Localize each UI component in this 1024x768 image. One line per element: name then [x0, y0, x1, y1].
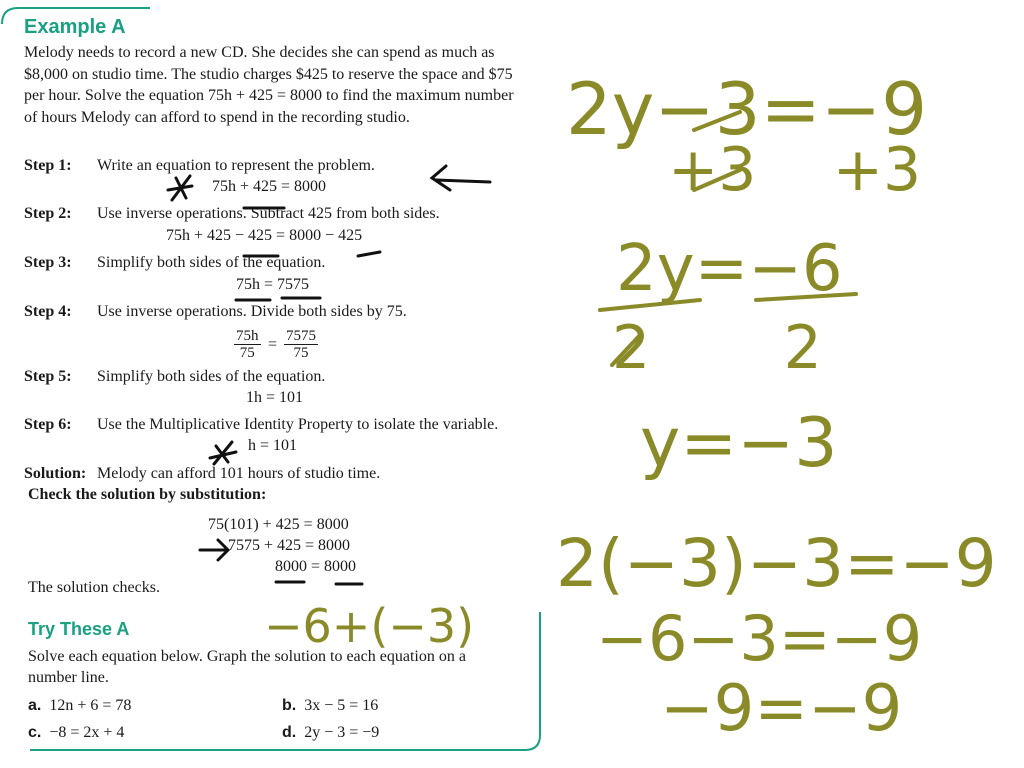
- hw-line-6: −9=−9: [660, 672, 903, 746]
- hw-line-5: −6−3=−9: [596, 602, 923, 675]
- solution-text: Melody can afford 101 hours of studio time.: [97, 465, 381, 482]
- exercise-b-label: b.: [282, 697, 297, 714]
- step-4-label: Step 4:: [24, 303, 72, 320]
- try-these-title: Try These A: [28, 619, 130, 639]
- check-heading: Check the solution by substitution:: [28, 486, 267, 503]
- exercise-c: [28, 724, 124, 742]
- exercise-b: [282, 697, 378, 715]
- step-3-label: Step 3:: [24, 254, 72, 271]
- hw-line-2-num: 2y=−6: [616, 232, 843, 306]
- fraction-right-denominator: 75: [293, 345, 309, 361]
- exercise-a-equation: 12n + 6 = 78: [49, 697, 132, 714]
- step-2-text: Use inverse operations. Subtract 425 from both sides.: [97, 205, 440, 222]
- exercise-c-equation: −8 = 2x + 4: [49, 724, 125, 741]
- exercise-a-label: a.: [28, 697, 42, 714]
- step-2-label: Step 2:: [24, 205, 72, 222]
- step-1-equation: 75h + 425 = 8000: [212, 178, 327, 195]
- step-1-label: Step 1:: [24, 157, 72, 174]
- check-line-3: 8000 = 8000: [275, 558, 357, 575]
- fraction-left-denominator: 75: [239, 345, 255, 361]
- hw-line-1: 2y−3=−9: [566, 67, 928, 151]
- exercise-d-equation: 2y − 3 = −9: [304, 724, 380, 741]
- exercise-a: [28, 697, 131, 715]
- solution-label: Solution:: [24, 465, 87, 482]
- exercise-d: [282, 724, 379, 742]
- step-4-text: Use inverse operations. Divide both sides by 75.: [97, 303, 407, 320]
- fraction-right-numerator: 7575: [286, 328, 316, 344]
- try-these-instructions: Solve each equation below. Graph the solution to each equation on a number line.: [28, 648, 466, 686]
- check-line-2: 7575 + 425 = 8000: [228, 537, 351, 554]
- fraction-left-numerator: 75h: [236, 328, 259, 344]
- step-6-label: Step 6:: [24, 416, 72, 433]
- exercise-b-equation: 3x − 5 = 16: [304, 697, 379, 714]
- hw-line-2-den: 2 2: [612, 313, 822, 383]
- step-4-fraction-right: [284, 328, 318, 361]
- hw-line-1-under: +3 +3: [668, 135, 922, 205]
- step-6-equation: h = 101: [248, 437, 298, 454]
- step-5-label: Step 5:: [24, 368, 72, 385]
- step-4-equals: =: [268, 336, 278, 353]
- step-3-text: Simplify both sides of the equation.: [97, 254, 326, 271]
- hw-left-note: −6+(−3): [264, 599, 475, 653]
- problem-statement: Melody needs to record a new CD. She decides she can spend as much as $8,000 on studio time. The studio charges $425 to reserve the space and $75 per hour. Solve the equation 75h + 425 = 8000 to find the maximum number of hours Melody can afford to spend in the recording studio.: [24, 44, 514, 126]
- hw-line-3: y=−3: [640, 404, 838, 483]
- step-5-equation: 1h = 101: [246, 389, 304, 406]
- step-1-text: Write an equation to represent the problem.: [97, 157, 375, 174]
- check-line-1: 75(101) + 425 = 8000: [208, 516, 349, 533]
- hw-line-4: 2(−3)−3=−9: [556, 525, 997, 602]
- example-title: Example A: [24, 16, 126, 38]
- step-2-equation: 75h + 425 − 425 = 8000 − 425: [166, 227, 363, 244]
- step-6-text: Use the Multiplicative Identity Property to isolate the variable.: [97, 416, 499, 433]
- exercise-d-label: d.: [282, 724, 297, 741]
- step-3-equation: 75h = 7575: [236, 276, 310, 293]
- solution-checks-text: The solution checks.: [28, 579, 160, 596]
- step-4-fraction-left: [234, 328, 261, 361]
- step-5-text: Simplify both sides of the equation.: [97, 368, 326, 385]
- exercise-c-label: c.: [28, 724, 42, 741]
